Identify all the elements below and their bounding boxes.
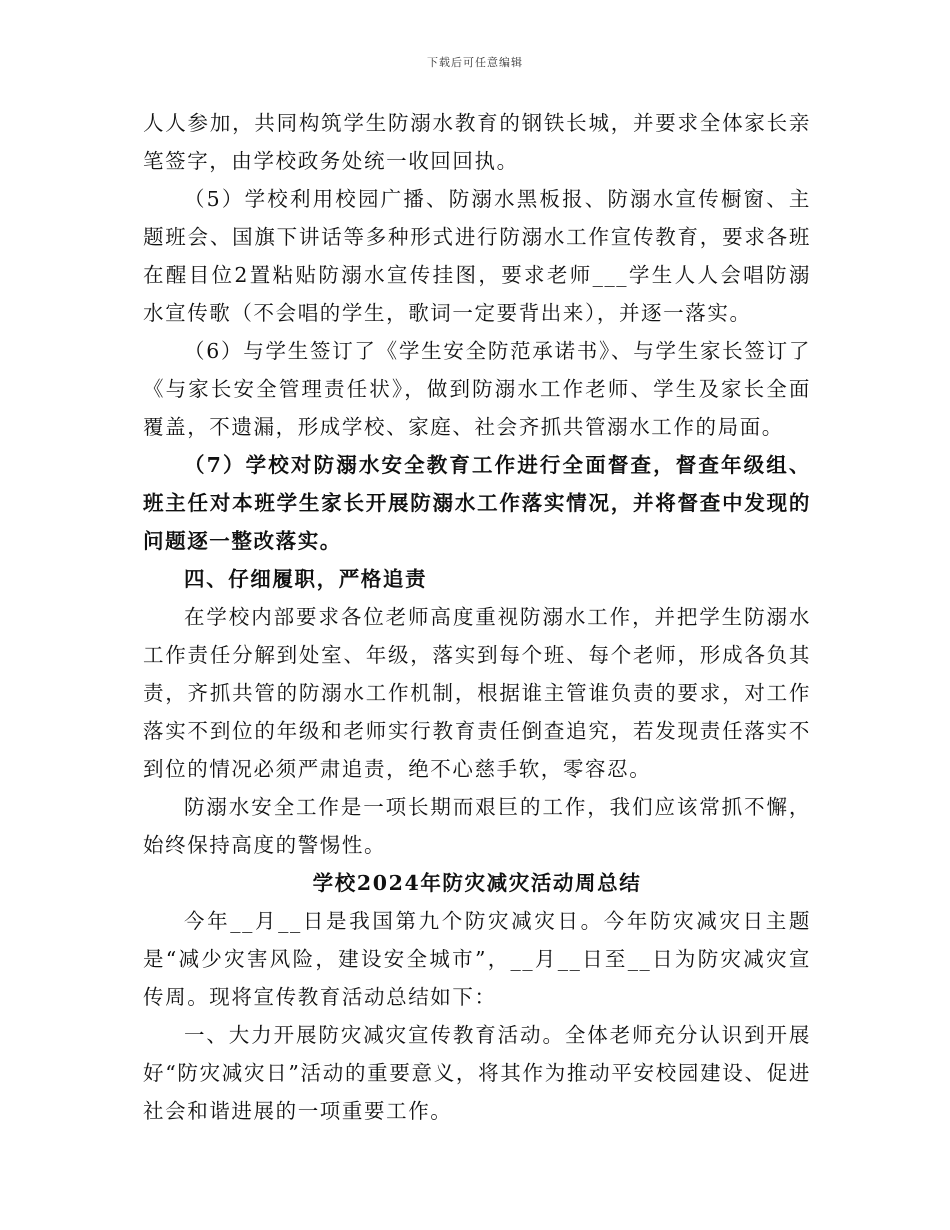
paragraph-item-5: （5）学校利用校园广播、防溺水黑板报、防溺水宣传橱窗、主题班会、国旗下讲话等多种形式进行防溺水工作宣传教育，要求各班在醒目位2置粘贴防溺水宣传挂图，要求老师___学生人人会唱防溺水宣传歌（不会唱的学生，歌词一定要背出来），并逐一落实。 [143, 187, 811, 325]
paragraph-closing: 防溺水安全工作是一项长期而艰巨的工作，我们应该常抓不懈，始终保持高度的警惕性。 [143, 795, 811, 857]
paragraph-continuation: 人人参加，共同构筑学生防溺水教育的钢铁长城，并要求全体家长亲笔签字，由学校政务处统一收回回执。 [143, 111, 811, 173]
paragraph-intro: 今年__月__日是我国第九个防灾减灾日。今年防灾减灾日主题是“减少灾害风险，建设安全城市”，__月__日至__日为防灾减灾宣传周。现将宣传教育活动总结如下： [143, 909, 811, 1009]
section-heading-4: 四、仔细履职，严格追责 [184, 567, 428, 591]
paragraph-section-1: 一、大力开展防灾减灾宣传教育活动。全体老师充分认识到开展好“防灾减灾日”活动的重要意义，将其作为推动平安校园建设、促进社会和谐进展的一项重要工作。 [143, 1023, 811, 1123]
paragraph-item-7: （7）学校对防溺水安全教育工作进行全面督查，督查年级组、班主任对本班学生家长开展防溺水工作落实情况，并将督查中发现的问题逐一整改落实。 [143, 453, 811, 553]
paragraph-item-6: （6）与学生签订了《学生安全防范承诺书》、与学生家长签订了《与家长安全管理责任状》，做到防溺水工作老师、学生及家长全面覆盖，不遗漏，形成学校、家庭、社会齐抓共管溺水工作的局面。 [143, 339, 811, 439]
paragraph-section-4-body: 在学校内部要求各位老师高度重视防溺水工作，并把学生防溺水工作责任分解到处室、年级，落实到每个班、每个老师，形成各负其责，齐抓共管的防溺水工作机制，根据谁主管谁负责的要求，对工作落实不到位的年级和老师实行教育责任倒查追究，若发现责任落实不到位的情况必须严肃追责，绝不心慈手软，零容忍。 [143, 605, 811, 781]
document-title: 学校2024年防灾减灾活动周总结 [312, 871, 642, 895]
page-header: 下载后可任意编辑 [427, 56, 523, 69]
document-body [143, 104, 811, 1130]
